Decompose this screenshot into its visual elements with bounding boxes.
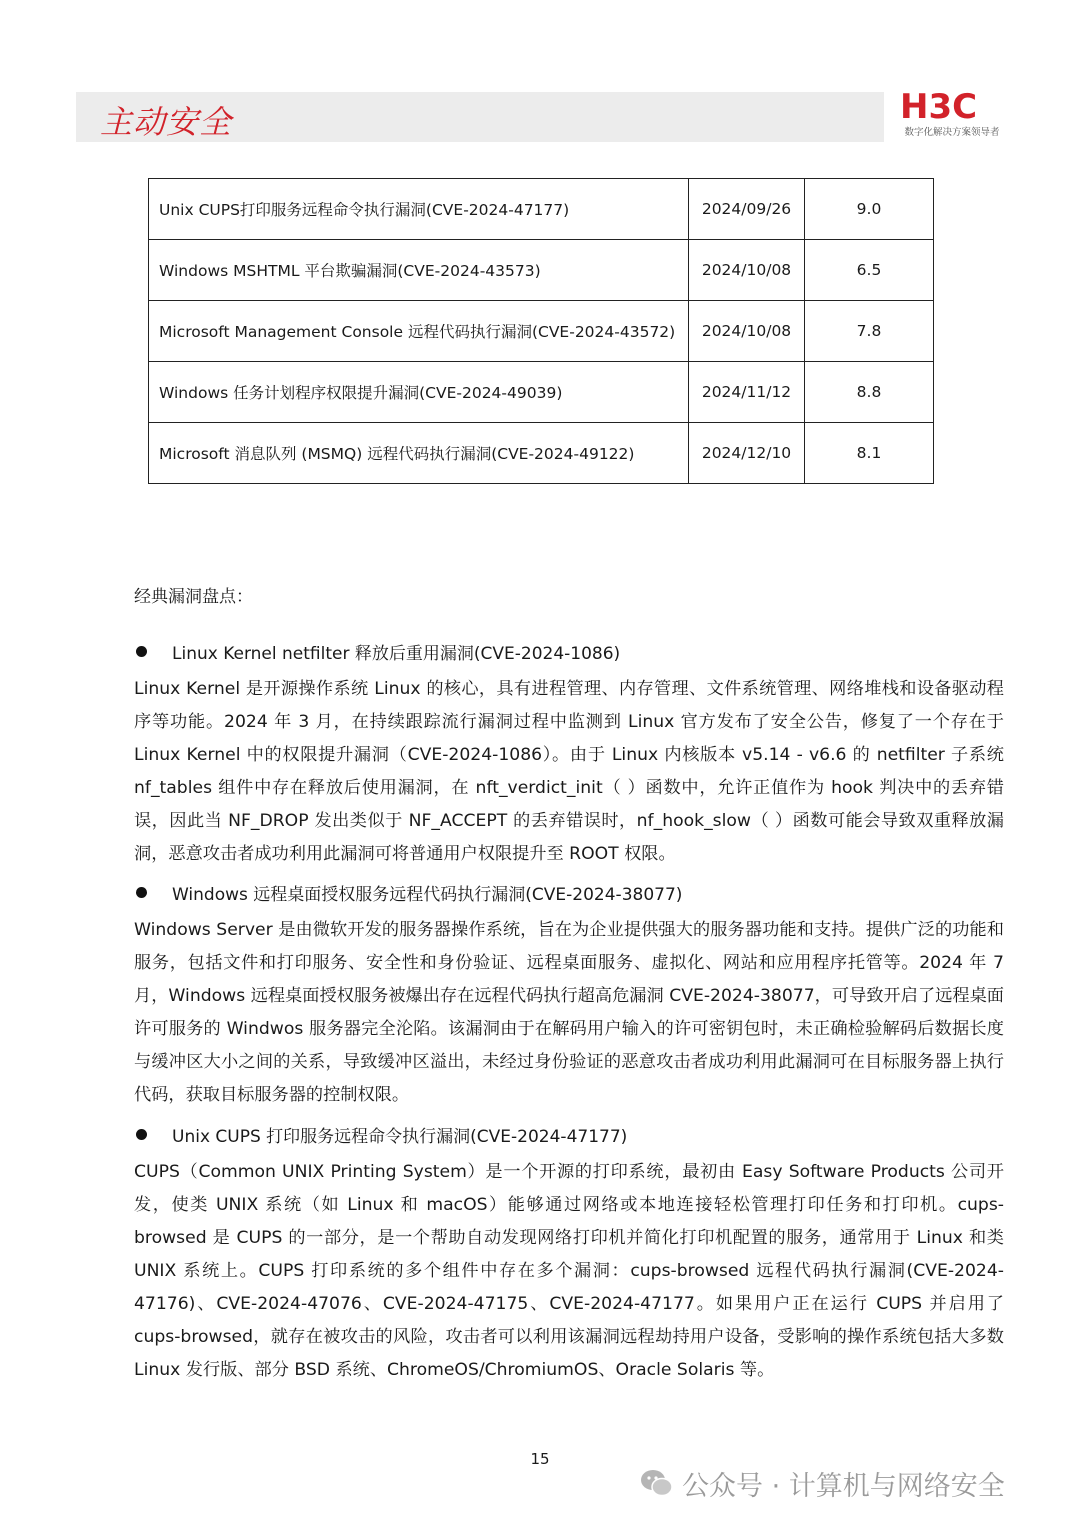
vuln-score: 9.0 — [805, 179, 934, 240]
item-heading-text: Windows 远程桌面授权服务远程代码执行漏洞(CVE-2024-38077) — [172, 885, 683, 905]
item-heading — [136, 639, 620, 664]
table-row — [149, 423, 934, 484]
wechat-icon — [640, 1468, 674, 1498]
vuln-score: 7.8 — [805, 301, 934, 362]
vuln-score: 6.5 — [805, 240, 934, 301]
vuln-date: 2024/12/10 — [689, 423, 805, 484]
item-body: Linux Kernel 是开源操作系统 Linux 的核心，具有进程管理、内存管理、文件系统管理、网络堆栈和设备驱动程序等功能。2024 年 3 月，在持续跟踪流行漏洞过程中监测到 Linux 官方发布了安全公告，修复了一个存在于 Linux Kernel 中的权限提升漏洞（CVE-2024-1086）。由于 Linux 内核版本 v5.14 - v6.6 的 netfilter 子系统 nf_tables 组件中存在释放后使用漏洞，在 nft_verdict_init（ ）函数中，允许正值作为 hook 判决中的丢弃错误，因此当 NF_DROP 发出类似于 NF_ACCEPT 的丢弃错误时，nf_hook_slow（ ）函数可能会导致双重释放漏洞，恶意攻击者成功利用此漏洞可将普通用户权限提升至 ROOT 权限。 — [134, 679, 1004, 864]
bullet-icon — [136, 887, 147, 898]
watermark-text: 公众号 · 计算机与网络安全 — [682, 1470, 1005, 1502]
vulnerability-table — [148, 178, 934, 484]
table-row — [149, 179, 934, 240]
item-heading — [136, 1122, 627, 1147]
vuln-name: Unix CUPS打印服务远程命令执行漏洞(CVE-2024-47177) — [149, 179, 689, 240]
item-heading — [136, 880, 682, 905]
vuln-name: Microsoft Management Console 远程代码执行漏洞(CVE-2024-43572) — [149, 301, 689, 362]
h3c-logo — [896, 88, 1008, 138]
vuln-score: 8.1 — [805, 423, 934, 484]
section-label: 经典漏洞盘点： — [134, 587, 253, 607]
vuln-name: Windows MSHTML 平台欺骗漏洞(CVE-2024-43573) — [149, 240, 689, 301]
item-heading-text: Linux Kernel netfilter 释放后重用漏洞(CVE-2024-1086) — [172, 644, 621, 664]
table-row — [149, 362, 934, 423]
vuln-date: 2024/09/26 — [689, 179, 805, 240]
vuln-score: 8.8 — [805, 362, 934, 423]
vuln-name: Windows 任务计划程序权限提升漏洞(CVE-2024-49039) — [149, 362, 689, 423]
table-row — [149, 301, 934, 362]
logo-mark — [898, 88, 1006, 122]
logo-tagline: 数字化解决方案领导者 — [904, 127, 1000, 138]
table-row — [149, 240, 934, 301]
vuln-date: 2024/11/12 — [689, 362, 805, 423]
bullet-icon — [136, 646, 147, 657]
vuln-date: 2024/10/08 — [689, 301, 805, 362]
page-number: 15 — [530, 1450, 550, 1468]
logo-text: H3C — [900, 88, 978, 122]
item-body: Windows Server 是由微软开发的服务器操作系统，旨在为企业提供强大的服务器功能和支持。提供广泛的功能和服务，包括文件和打印服务、安全性和身份验证、远程桌面服务、虚拟化、网站和应用程序托管等。2024 年 7 月，Windows 远程桌面授权服务被爆出存在远程代码执行超高危漏洞 CVE-2024-38077，可导致开启了远程桌面许可服务的 Windwos 服务器完全沦陷。该漏洞由于在解码用户输入的许可密钥包时，未正确检验解码后数据长度与缓冲区大小之间的关系，导致缓冲区溢出，未经过身份验证的恶意攻击者成功利用此漏洞可在目标服务器上执行代码，获取目标服务器的控制权限。 — [134, 920, 1004, 1105]
item-body: CUPS（Common UNIX Printing System）是一个开源的打印系统，最初由 Easy Software Products 公司开发，使类 UNIX 系统（如 Linux 和 macOS）能够通过网络或本地连接轻松管理打印任务和打印机。cups-browsed 是 CUPS 的一部分，是一个帮助自动发现网络打印机并简化打印机配置的服务，通常用于 Linux 和类 UNIX 系统上。CUPS 打印系统的多个组件中存在多个漏洞：cups-browsed 远程代码执行漏洞(CVE-2024-47176)、CVE-2024-47076、CVE-2024-47175、CVE-2024-47177。如果用户正在运行 CUPS 并启用了 cups-browsed，就存在被攻击的风险，攻击者可以利用该漏洞远程劫持用户设备，受影响的操作系统包括大多数 Linux 发行版、部分 BSD 系统、ChromeOS/ChromiumOS、Oracle Solaris 等。 — [134, 1162, 1004, 1380]
bullet-icon — [136, 1129, 147, 1140]
vuln-name: Microsoft 消息队列 (MSMQ) 远程代码执行漏洞(CVE-2024-49122) — [149, 423, 689, 484]
page-header-title: 主动安全 — [100, 103, 233, 141]
item-heading-text: Unix CUPS 打印服务远程命令执行漏洞(CVE-2024-47177) — [172, 1127, 628, 1147]
vuln-date: 2024/10/08 — [689, 240, 805, 301]
watermark — [640, 1463, 1005, 1503]
